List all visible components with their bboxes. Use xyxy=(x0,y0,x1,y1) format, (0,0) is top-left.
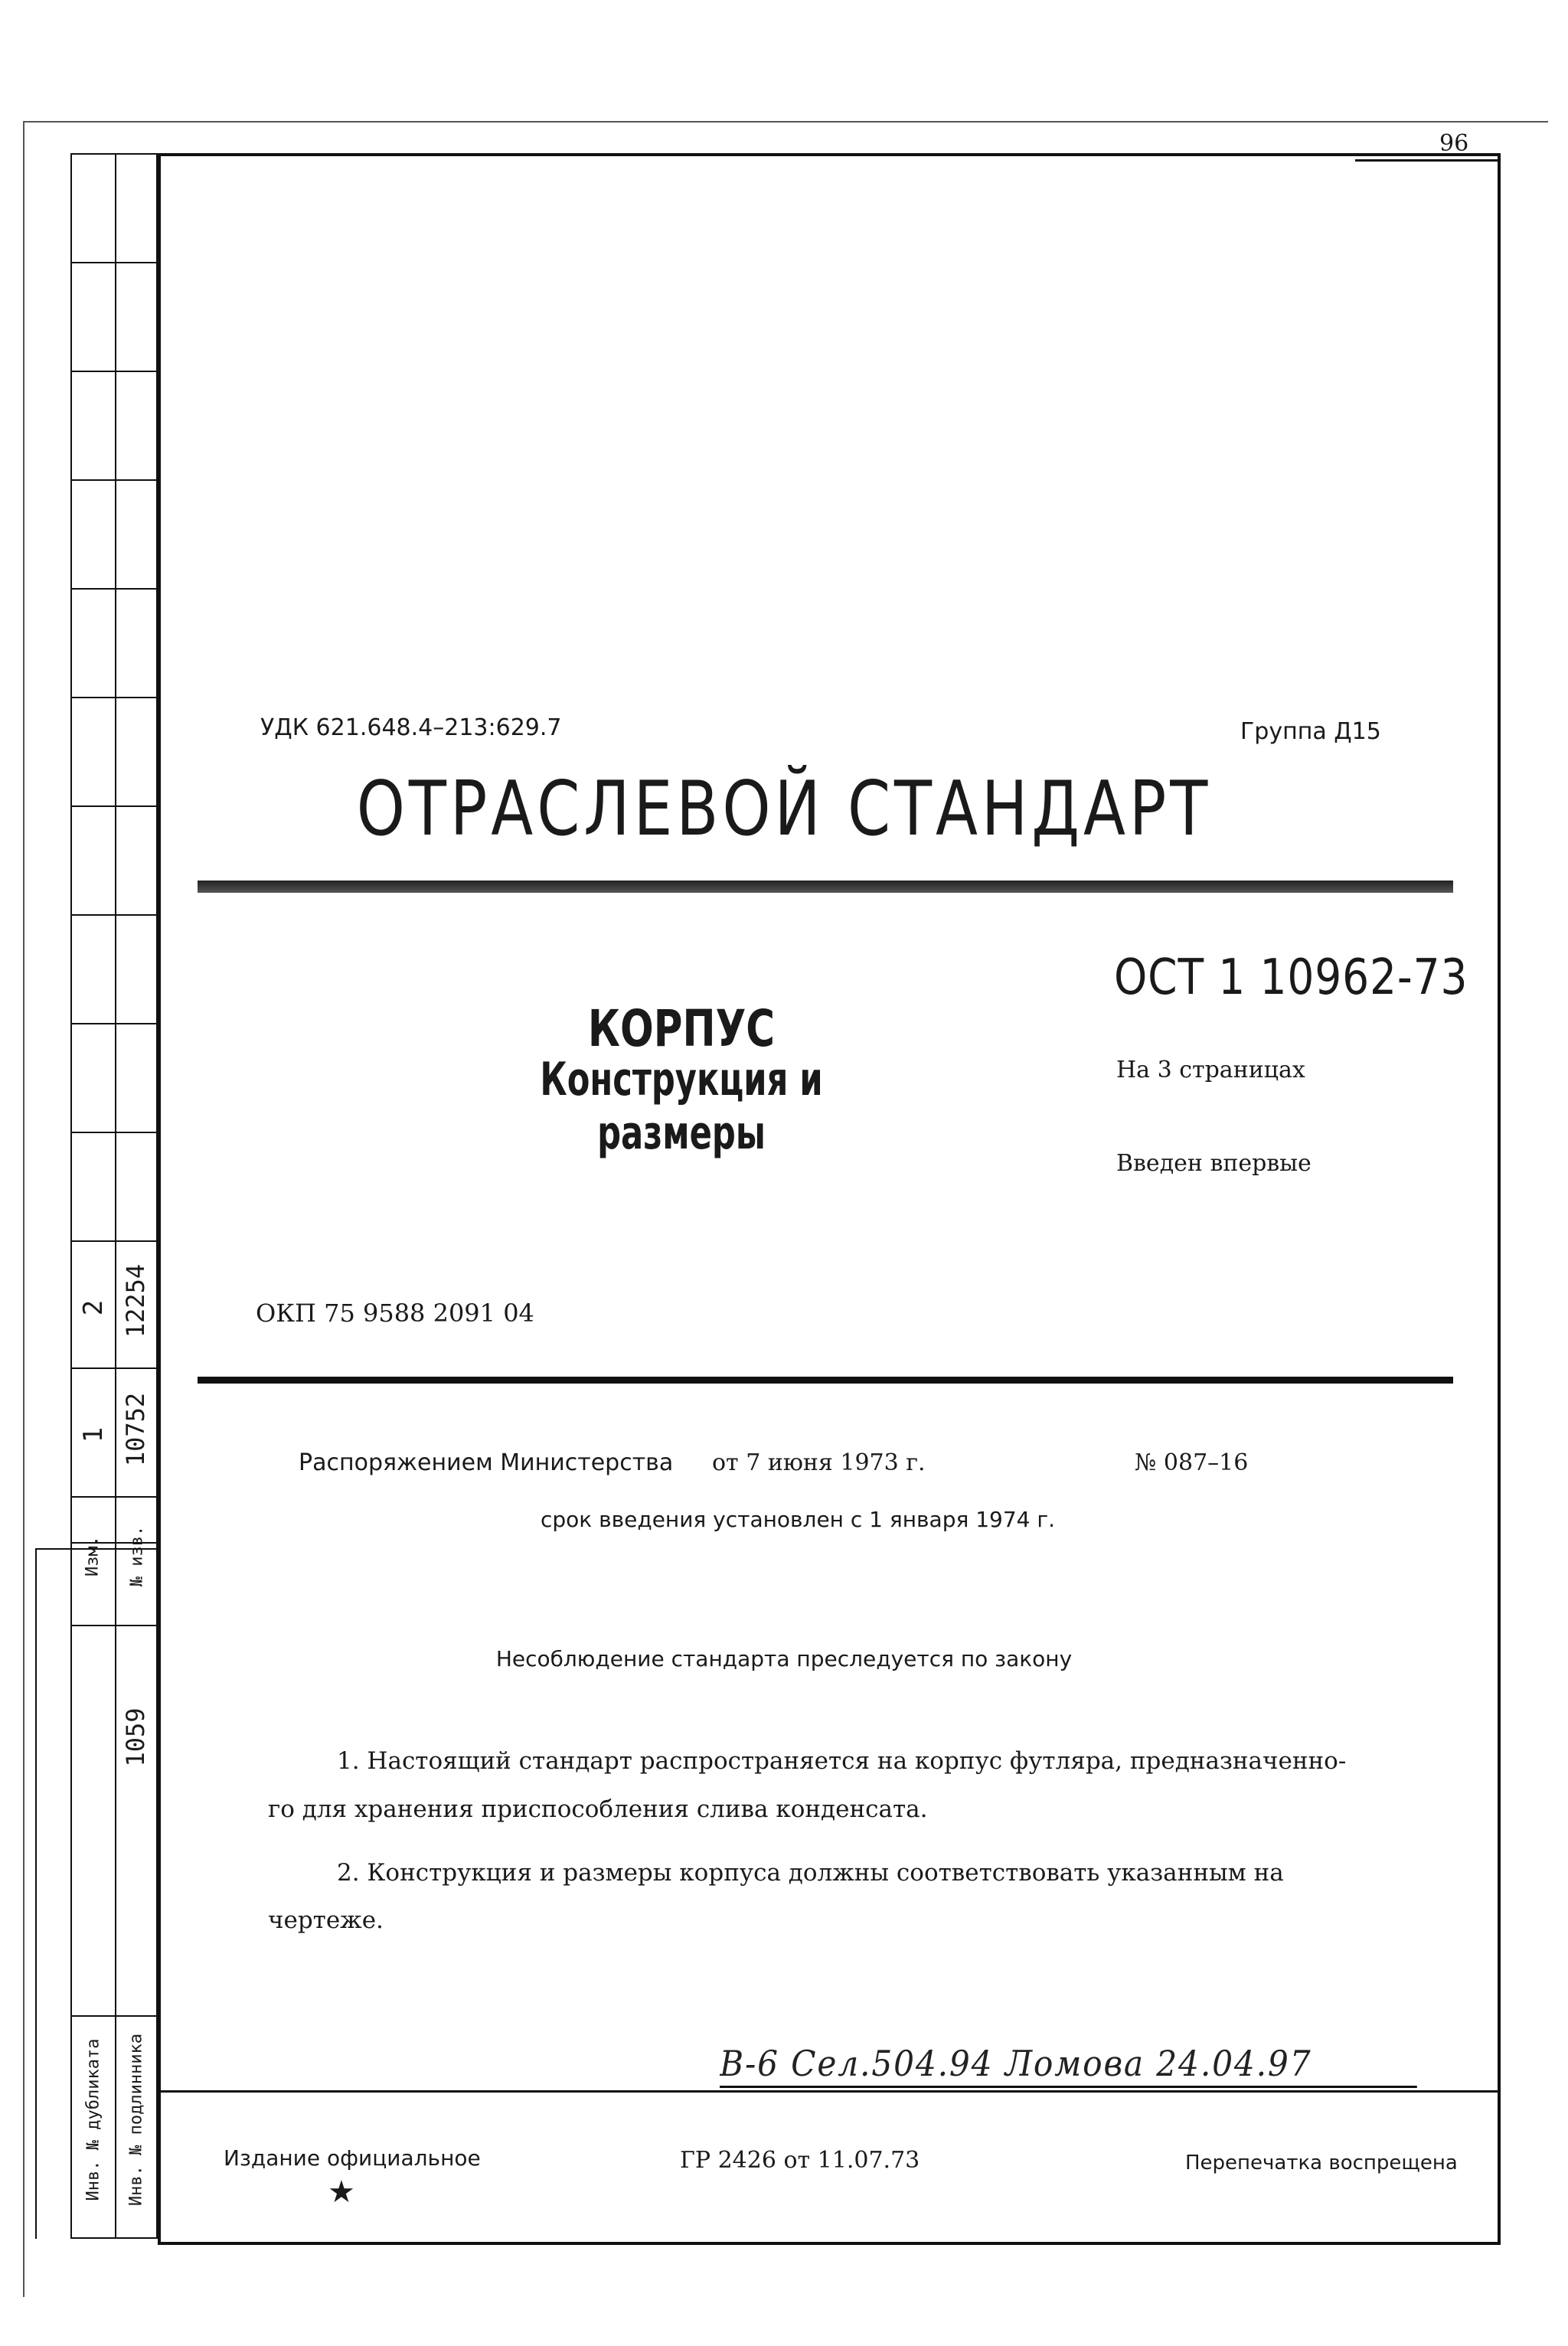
paragraph-1-line-1: 1. Настоящий стандарт распространяется на корпус футляра, предназначенно- xyxy=(337,1747,1347,1775)
side-cell xyxy=(115,371,158,481)
footer-divider xyxy=(158,2090,1498,2093)
side-cell xyxy=(70,479,116,590)
pages-note: На 3 страницах xyxy=(1116,1057,1305,1083)
inv-dup-label: Инв. № дубликата xyxy=(83,2038,103,2201)
udk-code: УДК 621.648.4–213:629.7 xyxy=(260,714,562,741)
doc-row-label: № изв. xyxy=(127,1525,147,1587)
page-title: ОТРАСЛЕВОЙ СТАНДАРТ xyxy=(356,766,1212,853)
law-notice: Несоблюдение стандарта преследуется по закону xyxy=(495,1646,1073,1671)
inv-number: 1059 xyxy=(121,1707,150,1767)
group-code: Группа Д15 xyxy=(1240,718,1381,745)
gr-registration: ГР 2426 от 11.07.73 xyxy=(680,2147,920,2174)
inv-dup-cell xyxy=(70,1542,116,2017)
official-edition: Издание официальное xyxy=(224,2145,481,2171)
star-icon: ★ xyxy=(328,2174,355,2210)
product-subtitle: Конструкция и размеры xyxy=(540,1053,823,1160)
okp-code: ОКП 75 9588 2091 04 xyxy=(256,1299,534,1328)
change-col2: 2 xyxy=(78,1299,109,1316)
handwritten-stamp: В-6 Сел.504.94 Ломова 24.04.97 xyxy=(720,2043,1417,2088)
side-cell xyxy=(70,262,116,372)
paragraph-1-line-2: го для хранения приспособления слива конденсата. xyxy=(268,1795,928,1823)
order-label: Распоряжением Министерства xyxy=(299,1449,674,1476)
reprint-notice: Перепечатка воспрещена xyxy=(1185,2152,1458,2174)
side-cell xyxy=(115,1023,158,1133)
inv-orig-label: Инв. № подлинника xyxy=(126,2033,146,2207)
side-cell xyxy=(115,1132,158,1242)
side-margin xyxy=(70,153,158,2239)
side-cell xyxy=(70,914,116,1024)
side-cell xyxy=(70,1023,116,1133)
side-cell xyxy=(70,371,116,481)
header-rule xyxy=(198,881,1453,893)
side-cell xyxy=(115,153,158,263)
side-cell xyxy=(115,479,158,590)
okp-rule xyxy=(198,1377,1453,1384)
order-date: от 7 июня 1973 г. xyxy=(712,1449,926,1476)
doc-col2: 12254 xyxy=(121,1263,150,1338)
standard-number: ОСТ 1 10962-73 xyxy=(1114,949,1468,1006)
side-cell xyxy=(115,262,158,372)
change-row-label: Изм. xyxy=(83,1536,103,1577)
order-number: № 087–16 xyxy=(1135,1449,1249,1476)
paragraph-2-line-2: чертеже. xyxy=(268,1907,384,1934)
side-cell xyxy=(70,153,116,263)
side-cell xyxy=(70,697,116,807)
paragraph-2-line-1: 2. Конструкция и размеры корпуса должны соответствовать указанным на xyxy=(337,1859,1284,1887)
product-title: КОРПУС xyxy=(587,999,776,1058)
side-cell xyxy=(115,914,158,1024)
side-cell xyxy=(70,805,116,916)
doc-col1: 10752 xyxy=(121,1392,150,1467)
page-number-rule xyxy=(1355,159,1498,162)
side-cell xyxy=(70,588,116,698)
side-cell xyxy=(70,1132,116,1242)
introduced-note: Введен впервые xyxy=(1116,1150,1312,1177)
page-number: 96 xyxy=(1439,130,1469,157)
effective-date: срок введения установлен с 1 января 1974 г. xyxy=(541,1507,1055,1532)
side-cell xyxy=(115,588,158,698)
change-col1: 1 xyxy=(78,1426,109,1443)
